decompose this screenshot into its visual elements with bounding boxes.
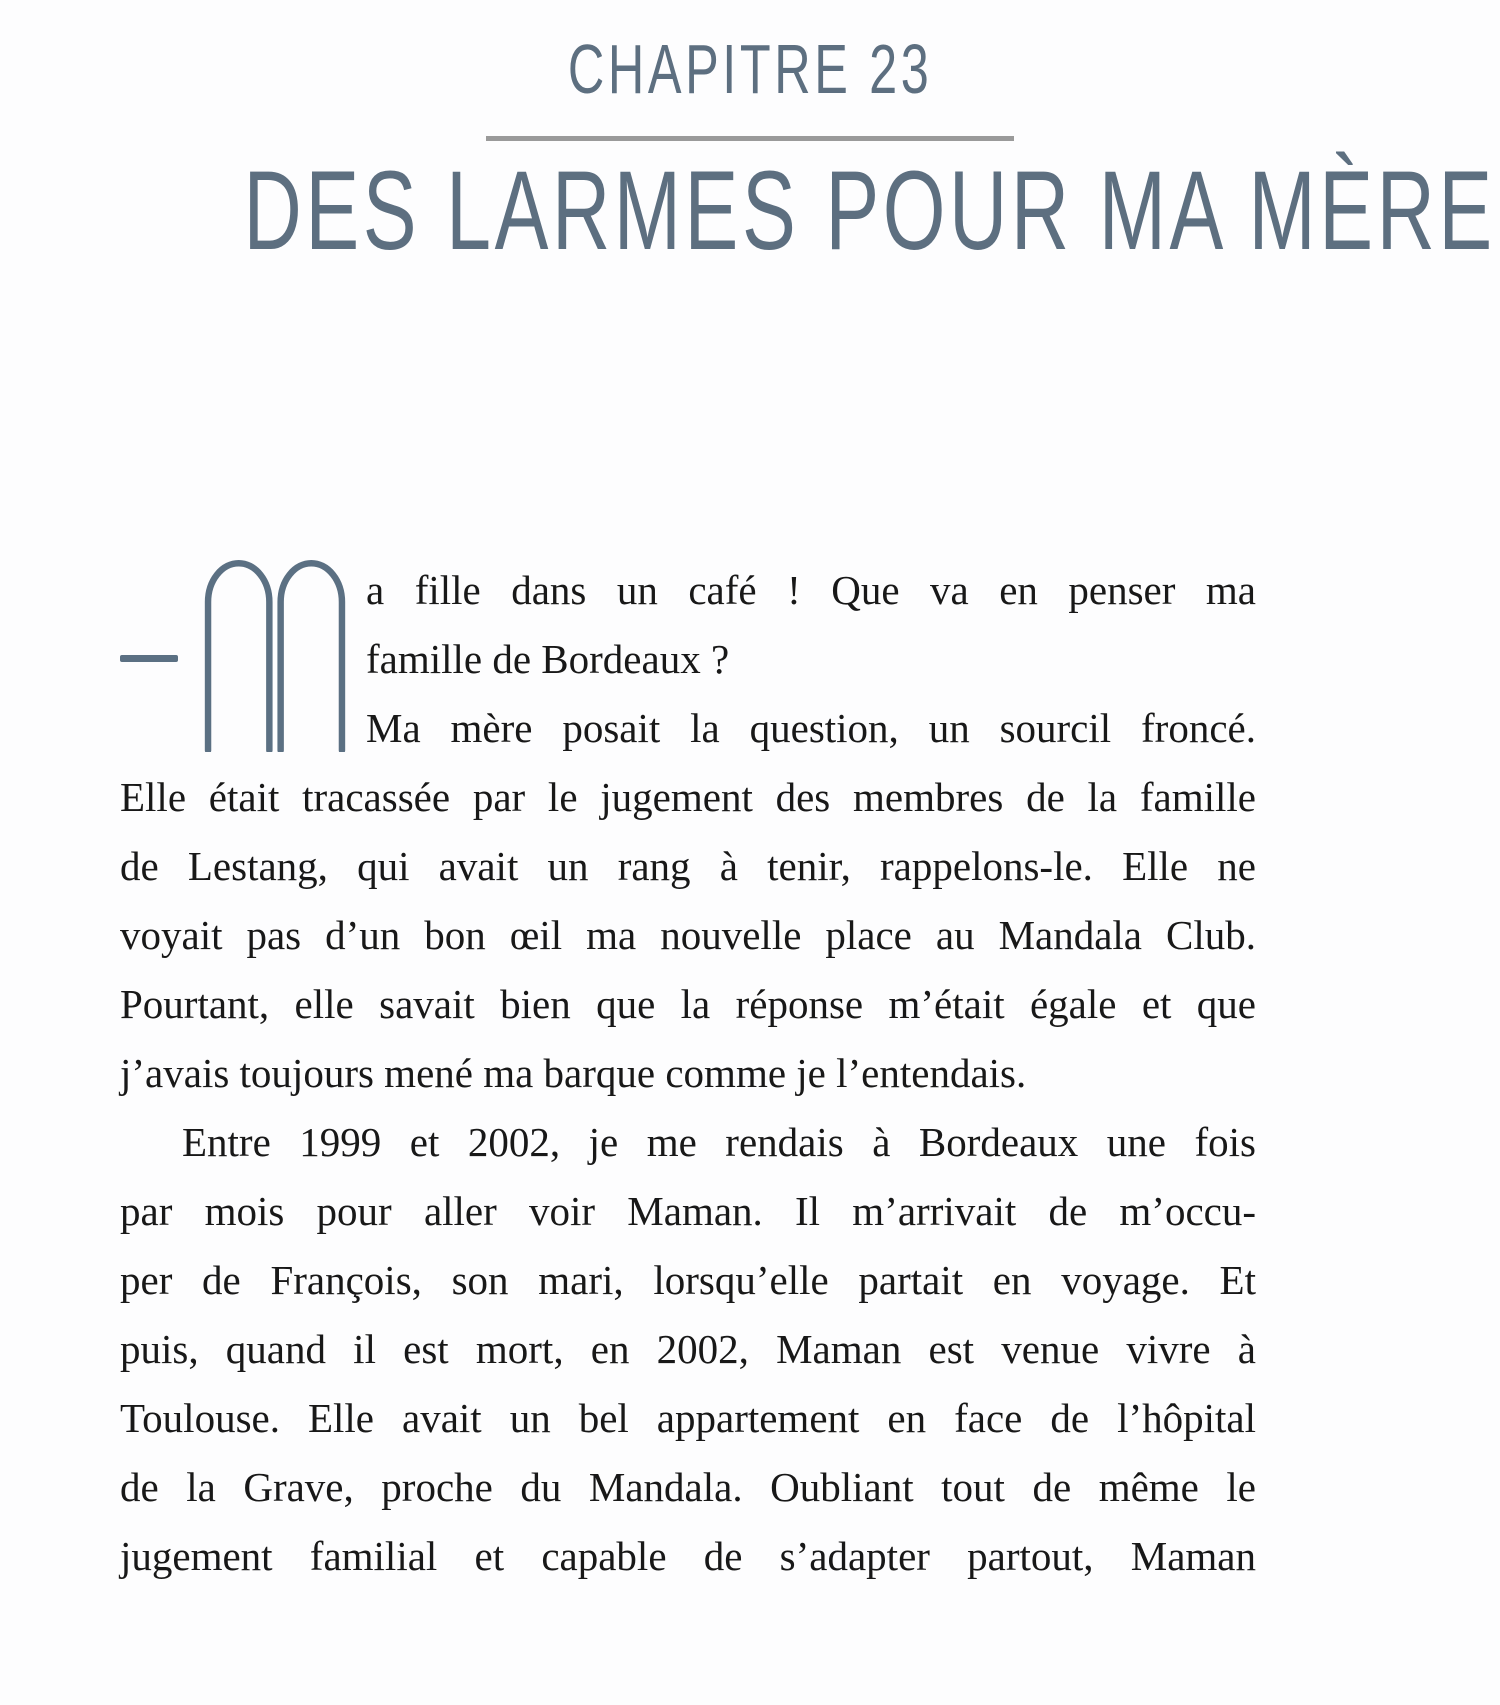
text-line: Elle était tracassée par le jugement des membres de la famille (120, 774, 1256, 820)
chapter-number-row (0, 30, 1500, 108)
text-line: jugement familial et capable de s’adapter partout, Maman (120, 1533, 1256, 1579)
text-line: puis, quand il est mort, en 2002, Maman est venue vivre à (120, 1326, 1256, 1372)
text-line: de Lestang, qui avait un rang à tenir, rappelons-le. Elle ne (120, 843, 1256, 889)
text-line: per de François, son mari, lorsqu’elle partait en voyage. Et (120, 1257, 1256, 1303)
chapter-title (0, 148, 1500, 273)
text-line: Ma mère posait la question, un sourcil froncé. (366, 705, 1256, 751)
text-line: famille de Bordeaux ? (366, 636, 730, 682)
drop-cap-letter-m-icon (204, 560, 346, 752)
chapter-header (0, 0, 1500, 273)
text-line: Pourtant, elle savait bien que la réponse m’était égale et que (120, 981, 1256, 1027)
text-line: voyait pas d’un bon œil ma nouvelle place au Mandala Club. (120, 912, 1256, 958)
chapter-divider-rule (486, 136, 1014, 141)
dialogue-em-dash (120, 655, 178, 662)
text-line: de la Grave, proche du Mandala. Oubliant tout de même le (120, 1464, 1256, 1510)
chapter-title-text: DES LARMES POUR MA MÈRE (243, 148, 1496, 273)
text-line paragraph-start: Entre 1999 et 2002, je me rendais à Bordeaux une fois (182, 1119, 1256, 1165)
text-line: Toulouse. Elle avait un bel appartement en face de l’hôpital (120, 1395, 1256, 1441)
text-line: par mois pour aller voir Maman. Il m’arrivait de m’occu- (120, 1188, 1256, 1234)
chapter-number: CHAPITRE 23 (567, 30, 933, 108)
text-line: a fille dans un café ! Que va en penser ma (366, 567, 1256, 613)
text-line: j’avais toujours mené ma barque comme je l’entendais. (120, 1050, 1027, 1096)
body-text-column (120, 556, 1256, 1591)
drop-cap-block (120, 556, 366, 763)
